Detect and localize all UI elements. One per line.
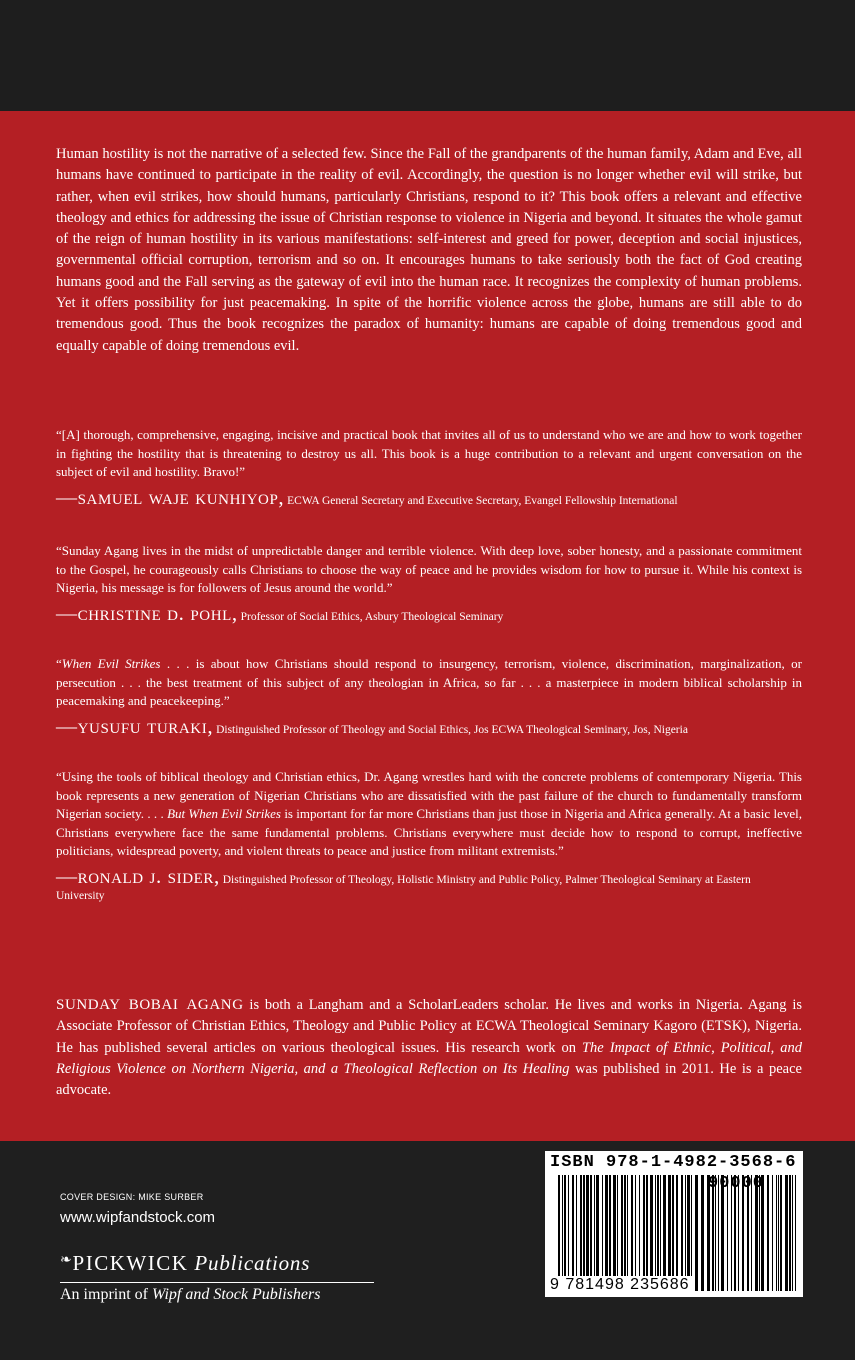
bio-text: is both a Langham and a ScholarLeaders scholar. He lives and works in Nigeria. Agang is Associate Professor of Christian Ethics, Theology and Public Policy at ECWA Theological Seminary Kagoro (ETSK), Nigeria. He has published several articles on various theological issues. His research work on xyxy=(56,997,802,1056)
imprint-prefix: An imprint of xyxy=(60,1286,152,1303)
publisher-suffix: Publications xyxy=(188,1251,311,1275)
publisher-name: PICKWICK xyxy=(72,1251,189,1275)
work-title: The Impact of Ethnic, Political, and Religious Violence on Northern Nigeria, and a Theological Reflection on Its Healing xyxy=(56,1039,802,1077)
top-band xyxy=(0,0,855,111)
publisher-swirl-icon: ❧ xyxy=(60,1253,73,1268)
quote-text: . . . is about how Christians should respond to insurgency, terrorism, violence, discrimination, marginalization, or persecution . . . the best treatment of this subject of any theologian in Africa, so far . . . a masterpiece in modern biblical scholarship in peacemaking and peacekeeping.” xyxy=(56,656,802,708)
quote-text: “Using the tools of biblical theology and Christian ethics, Dr. Agang wrestles hard with the concrete problems of contemporary Nigeria. This book represents a new generation of Nigerian Christians who are dissatisfied with the past failure of the church to fundamentally transform Nigerian society. . . . xyxy=(56,769,802,821)
endorser-title: Distinguished Professor of Theology, Holistic Ministry and Public Policy, Palmer Theological Seminary at Eastern University xyxy=(56,873,751,902)
endorser-name: —ronald j. sider, xyxy=(56,863,220,888)
isbn-barcode xyxy=(545,1151,803,1297)
quoted-book-title: When Evil Strikes xyxy=(61,656,161,671)
endorsement-attribution xyxy=(56,600,802,625)
imprint-name: Wipf and Stock Publishers xyxy=(152,1286,321,1303)
endorsement-1 xyxy=(56,426,802,509)
endorser-name: —christine d. pohl, xyxy=(56,600,238,625)
endorsement-quote: “Sunday Agang lives in the midst of unpredictable danger and terrible violence. With deep love, sober honesty, and a passionate commitment to the Gospel, he courageously calls Christians to choose the way of peace and he provides wisdom for how to pursue it. While his context is Nigeria, his message is for followers of Jesus around the world.” xyxy=(56,543,802,595)
endorser-name: —samuel waje kunhiyop, xyxy=(56,484,285,509)
back-cover-panel xyxy=(0,111,855,1141)
endorser-title: ECWA General Secretary and Executive Secretary, Evangel Fellowship International xyxy=(287,494,678,507)
author-name: sunday bobai agang xyxy=(56,990,244,1014)
footer xyxy=(0,1141,855,1360)
endorser-title: Distinguished Professor of Theology and Social Ethics, Jos ECWA Theological Seminary, Jos, Nigeria xyxy=(216,723,688,736)
endorsement-4 xyxy=(56,768,802,904)
endorsement-attribution xyxy=(56,713,802,738)
endorser-name: —yusufu turaki, xyxy=(56,713,214,738)
author-bio xyxy=(56,992,802,1101)
publisher-logo xyxy=(60,1251,310,1276)
imprint-line xyxy=(60,1286,320,1304)
quoted-book-title: But When Evil Strikes xyxy=(167,806,281,821)
quote-open: “ xyxy=(56,656,62,671)
barcode-digits: 9 781498 235686 xyxy=(550,1276,690,1293)
bio-text: was published in 2011. He is a peace advocate. xyxy=(56,1060,802,1099)
book-description: Human hostility is not the narrative of a selected few. Since the Fall of the grandparents of the human family, Adam and Eve, all humans have continued to participate in the reality of evil. Accordingly, the question is no longer whether evil will strike, but rather, when evil strikes, how should humans, particularly Christians, respond to it? This book offers a relevant and effective theology and ethics for addressing the issue of Christian response to violence in Nigeria and beyond. It situates the whole gamut of the reign of human hostility in its various manifestations: self-interest and greed for power, deception and social injustices, governmental official corruption, terrorism and so on. It encourages humans to take seriously both the fact of God creating humans good and the Fall serving as the gateway of evil into the human race. It recognizes the complexity of human problems. Yet it offers possibility for just peacemaking. In spite of the horrific violence across the globe, humans are still able to do tremendous good. Thus the book recognizes the paradox of humanity: humans are capable of doing tremendous good and equally capable of doing tremendous evil. xyxy=(56,146,802,354)
endorsement-quote: “[A] thorough, comprehensive, engaging, incisive and practical book that invites all of us to understand who we are and how to work together in fighting the hostility that is threatening to destroy us all. This book is a huge contribution to a relevant and urgent conversation on the subject of evil and hostility. Bravo!” xyxy=(56,427,802,479)
endorsement-quote xyxy=(56,768,802,861)
quote-text: is important for far more Christians than just those in Nigeria and Africa generally. At a basic level, Christians everywhere face the same fundamental problems. Christians everywhere must decide how to respond to corrupt, ineffective politicians, widespread poverty, and violent threats to peace and justice from militant extremists.” xyxy=(56,806,802,858)
endorser-title: Professor of Social Ethics, Asbury Theological Seminary xyxy=(240,610,504,623)
endorsement-attribution xyxy=(56,484,802,509)
endorsement-3 xyxy=(56,655,802,738)
endorsement-quote xyxy=(56,655,802,711)
divider xyxy=(60,1282,374,1283)
isbn-label: ISBN 978-1-4982-3568-6 xyxy=(550,1153,797,1172)
publisher-url[interactable]: www.wipfandstock.com xyxy=(60,1209,216,1226)
endorsement-attribution xyxy=(56,863,802,904)
cover-design-credit: COVER DESIGN: MIKE SURBER xyxy=(60,1192,204,1202)
endorsement-2 xyxy=(56,542,802,625)
price-code: 90000 xyxy=(708,1174,765,1193)
